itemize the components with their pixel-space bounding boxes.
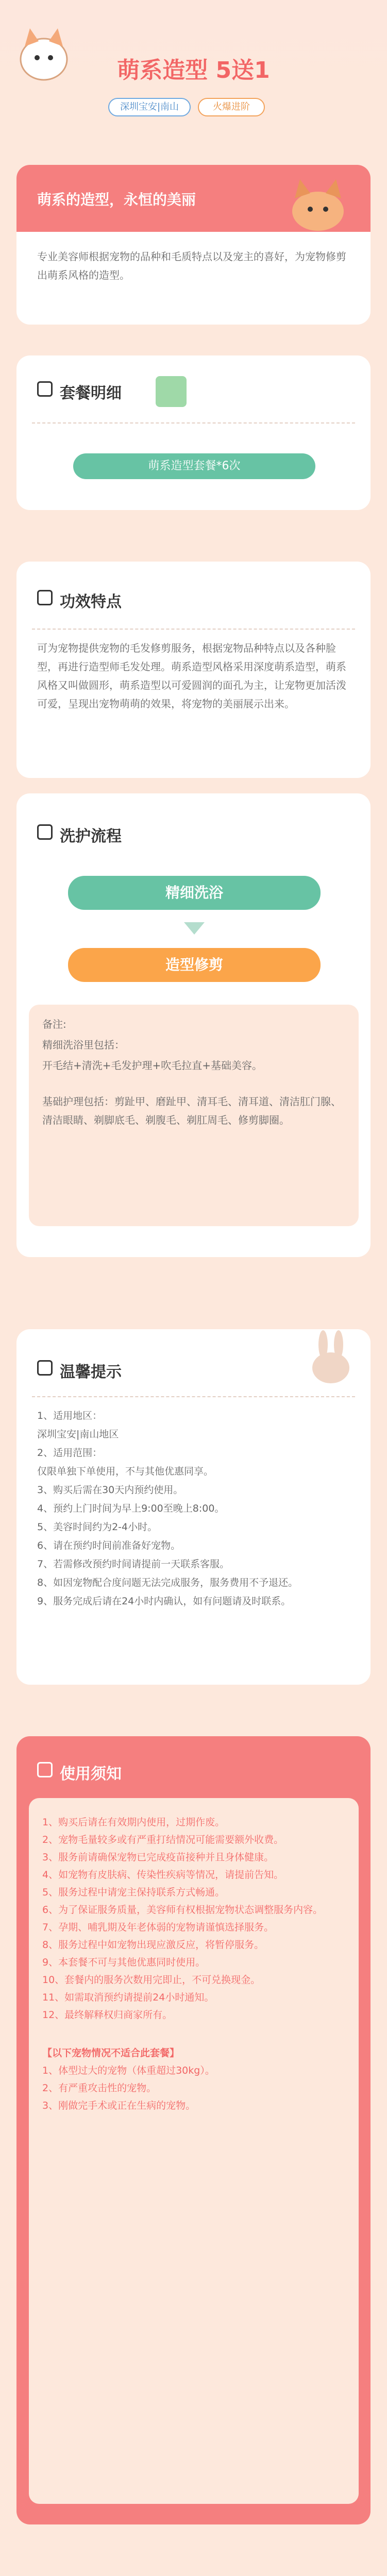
notice-item: 12、最终解释权归商家所有。: [42, 2009, 173, 2021]
dog-illustration: [284, 175, 351, 232]
package-card: [16, 355, 371, 510]
tips-item: 6、请在预约时间前准备好宠物。: [37, 1540, 181, 1551]
spacer: [42, 2024, 345, 2044]
notice-item: 3、服务前请确保宠物已完成疫苗接种并且身体健康。: [42, 1852, 274, 1863]
notice-item: 8、服务过程中如宠物出现应激反应，将暂停服务。: [42, 1939, 264, 1951]
rabbit-illustration: [305, 1329, 357, 1386]
bell-icon: [37, 1360, 53, 1376]
divider: [32, 629, 355, 630]
divider: [32, 1396, 355, 1397]
notice-item: 11、如需取消预约请提前24小时通知。: [42, 1992, 214, 2003]
wash-step-bath: 精细洗浴: [68, 876, 321, 910]
notice-item: 4、如宠物有皮肤病、传染性疾病等情况，请提前告知。: [42, 1869, 284, 1880]
notice-title: 使用须知: [60, 1765, 122, 1783]
tips-item: 4、预约上门时间为早上9:00至晚上8:00。: [37, 1503, 225, 1514]
tips-section-header: [37, 1360, 346, 1381]
notice-card: [16, 1736, 371, 2524]
info-icon: [37, 1762, 53, 1777]
notice-rule-title: 【以下宠物情况不适合此套餐】: [42, 2047, 180, 2059]
tips-item: 仅限单独下单使用，不与其他优惠同享。: [37, 1466, 214, 1477]
sparkle-icon: [37, 590, 53, 605]
features-title: 功效特点: [60, 593, 122, 611]
notes-line-2: 开毛结+清洗+毛发护理+吹毛拉直+基础美容。: [42, 1059, 263, 1072]
package-section-header: [37, 381, 346, 402]
intro-card: [16, 165, 371, 325]
arrow-down-icon: [184, 922, 205, 935]
intro-title: 萌系的造型，永恒的美丽: [37, 191, 196, 208]
badge-hot: 火爆进阶: [198, 98, 265, 116]
wash-title: 洗护流程: [60, 827, 122, 845]
notes-line-1: 精细洗浴里包括：: [42, 1039, 125, 1051]
features-text: 可为宠物提供宠物的毛发修剪服务，根据宠物品种特点以及各种脸型，再进行造型师毛发处理。萌系造型风格采用深度萌系造型，萌系风格又叫做圆形，萌系造型以可爱圆润的面孔为主，让宠物更加活泼可爱，呈现出宠物萌萌的效果，将宠物的美丽展示出来。: [37, 642, 346, 710]
notice-item: 2、宠物毛量较多或有严重打结情况可能需要额外收费。: [42, 1834, 284, 1845]
notice-box: [29, 1798, 359, 2504]
tips-item: 7、若需修改预约时间请提前一天联系客服。: [37, 1558, 230, 1570]
list-icon: [37, 381, 53, 397]
package-title: 套餐明细: [60, 384, 122, 402]
tips-card: [16, 1329, 371, 1685]
tips-item: 5、美容时间约为2-4小时。: [37, 1521, 158, 1533]
features-section-header: [37, 590, 346, 611]
gift-icon: [156, 376, 187, 407]
tips-item: 8、如因宠物配合度问题无法完成服务，服务费用不予退还。: [37, 1577, 298, 1588]
tips-item: 深圳宝安|南山地区: [37, 1429, 119, 1440]
notice-item: 6、为了保证服务质量，美容师有权根据宠物状态调整服务内容。: [42, 1904, 323, 1916]
tips-item: 2、适用范围：: [37, 1447, 103, 1459]
tips-item: 3、购买后需在30天内预约使用。: [37, 1484, 183, 1496]
notice-item: 9、本套餐不可与其他优惠同时使用。: [42, 1957, 206, 1968]
tips-title: 温馨提示: [60, 1363, 122, 1381]
tips-item: 1、适用地区：: [37, 1410, 103, 1421]
package-item-pill: 萌系造型套餐*6次: [73, 453, 315, 479]
badge-region: 深圳宝安|南山: [108, 98, 191, 116]
header-banner: [0, 0, 387, 144]
notes-line-3: 基础护理包括：剪趾甲、磨趾甲、清耳毛、清耳道、清洁肛门腺、清洁眼睛、剃脚底毛、剃腹毛、剃肛周毛、修剪脚圈。: [42, 1095, 341, 1126]
notice-item: 1、购买后请在有效期内使用，过期作废。: [42, 1817, 225, 1828]
notice-section-header: [37, 1762, 346, 1788]
notice-rule: 3、刚做完手术或正在生病的宠物。: [42, 2100, 196, 2111]
notice-item: 10、套餐内的服务次数用完即止，不可兑换现金。: [42, 1974, 261, 1986]
intro-text: 专业美容师根据宠物的品种和毛质特点以及宠主的喜好，为宠物修剪出萌系风格的造型。: [37, 250, 346, 281]
wash-step-trim: 造型修剪: [68, 948, 321, 982]
bath-icon: [37, 824, 53, 840]
notice-rule: 1、体型过大的宠物（体重超过30kg）。: [42, 2065, 215, 2076]
tips-item: 9、服务完成后请在24小时内确认，如有问题请及时联系。: [37, 1596, 291, 1607]
notice-item: 5、服务过程中请宠主保持联系方式畅通。: [42, 1887, 225, 1898]
notice-rule: 2、有严重攻击性的宠物。: [42, 2082, 157, 2094]
page-title: 萌系造型 5送1: [117, 57, 270, 83]
wash-card: [16, 793, 371, 1257]
features-card: [16, 562, 371, 778]
tips-list: [37, 1406, 351, 1611]
notice-item: 7、孕期、哺乳期及年老体弱的宠物请谨慎选择服务。: [42, 1922, 274, 1933]
notes-label: 备注:: [42, 1018, 66, 1030]
divider: [32, 422, 355, 423]
wash-section-header: [37, 824, 346, 845]
